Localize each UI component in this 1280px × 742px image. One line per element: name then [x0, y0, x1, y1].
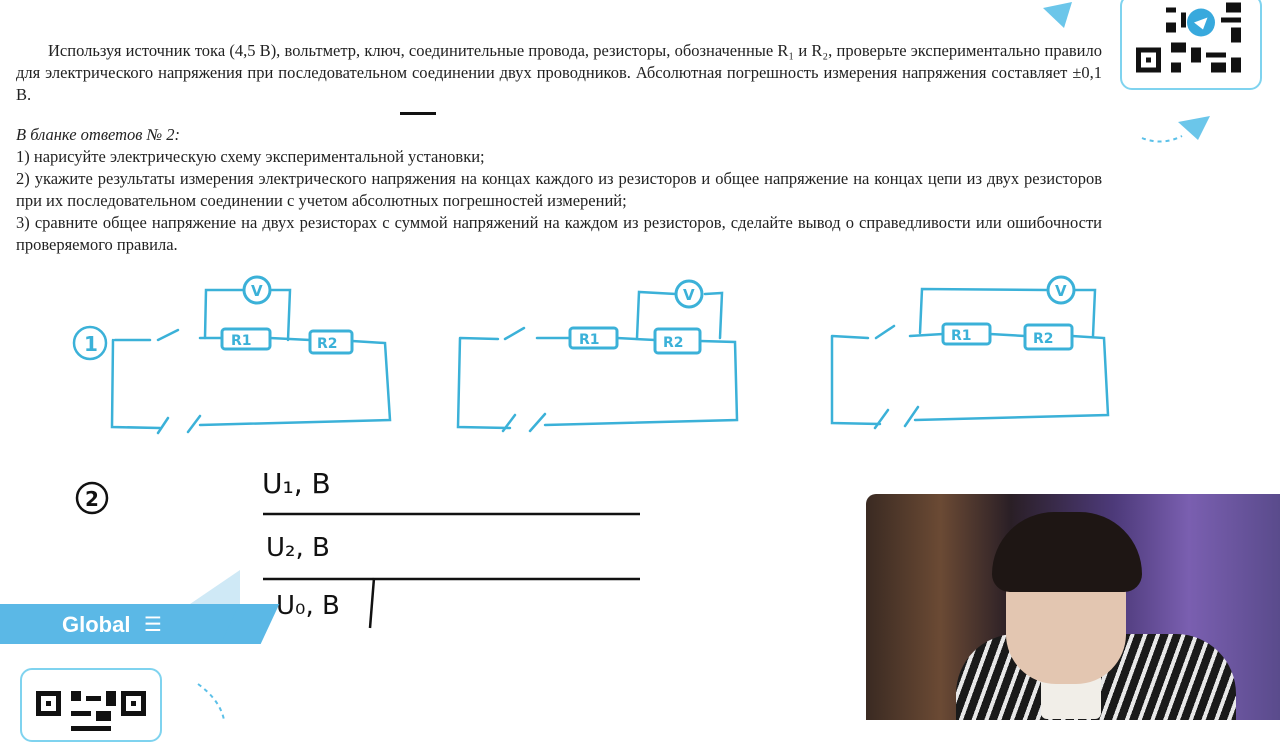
brand-decoration	[190, 570, 240, 604]
task-intro: Используя источник тока (4,5 В), вольтметр, ключ, соединительные провода, резисторы, обозначенные R₁ и R₂, проверьте экспериментально правило для электрического напряжения при последовательном соединении двух проводников. Абсолютная погрешность измерения напряжения составляет ±0,1 В.	[16, 41, 1102, 104]
r1-label-3: R1	[951, 328, 972, 344]
table-row-u2: U₂, В	[266, 533, 330, 563]
circuit-diagram-1	[112, 290, 390, 433]
v-label-3: V	[1055, 282, 1067, 300]
table-row-u1: U₁, В	[262, 467, 331, 500]
r2-label-1: R2	[317, 336, 338, 352]
task-item-3: 3) сравните общее напряжение на двух резисторах с суммой напряжений на каждом из резисторов, сделайте вывод о справедливости или ошибочности проверяемого правила.	[16, 213, 1102, 254]
form-label: В бланке ответов № 2:	[16, 125, 180, 144]
r2-label-3: R2	[1033, 331, 1054, 347]
webcam-overlay	[866, 494, 1280, 720]
step1-label: 1	[84, 332, 98, 356]
r1-label-2: R1	[579, 332, 600, 348]
qr-code-icon	[36, 676, 146, 736]
qr-code-icon	[1136, 2, 1246, 78]
qr-code-top[interactable]	[1120, 0, 1262, 90]
table-row-u0: U₀, В	[276, 591, 340, 621]
menu-lines-icon: ☰	[144, 612, 162, 636]
table-divider	[370, 578, 374, 628]
paper-plane-icon	[1178, 116, 1210, 140]
v-label-2: V	[683, 286, 695, 304]
task-item-2: 2) укажите результаты измерения электрического напряжения на концах каждого из резисторов и общее напряжение на концах цепи из двух резисторов при их последовательном соединении с учетом абсолютных погрешностей измерений;	[16, 169, 1102, 210]
r2-label-2: R2	[663, 335, 684, 351]
r1-label-1: R1	[231, 333, 252, 349]
step2-label: 2	[85, 487, 99, 511]
qr-code-bottom[interactable]	[20, 668, 162, 742]
paper-plane-icon	[1043, 2, 1072, 28]
circuit-diagram-2	[458, 292, 737, 431]
presenter-hair	[992, 512, 1142, 592]
v-label-1: V	[251, 282, 263, 300]
task-item-1: 1) нарисуйте электрическую схему экспериментальной установки;	[16, 147, 485, 166]
circuit-diagram-3	[832, 289, 1108, 428]
brand-name: Global	[62, 612, 131, 637]
